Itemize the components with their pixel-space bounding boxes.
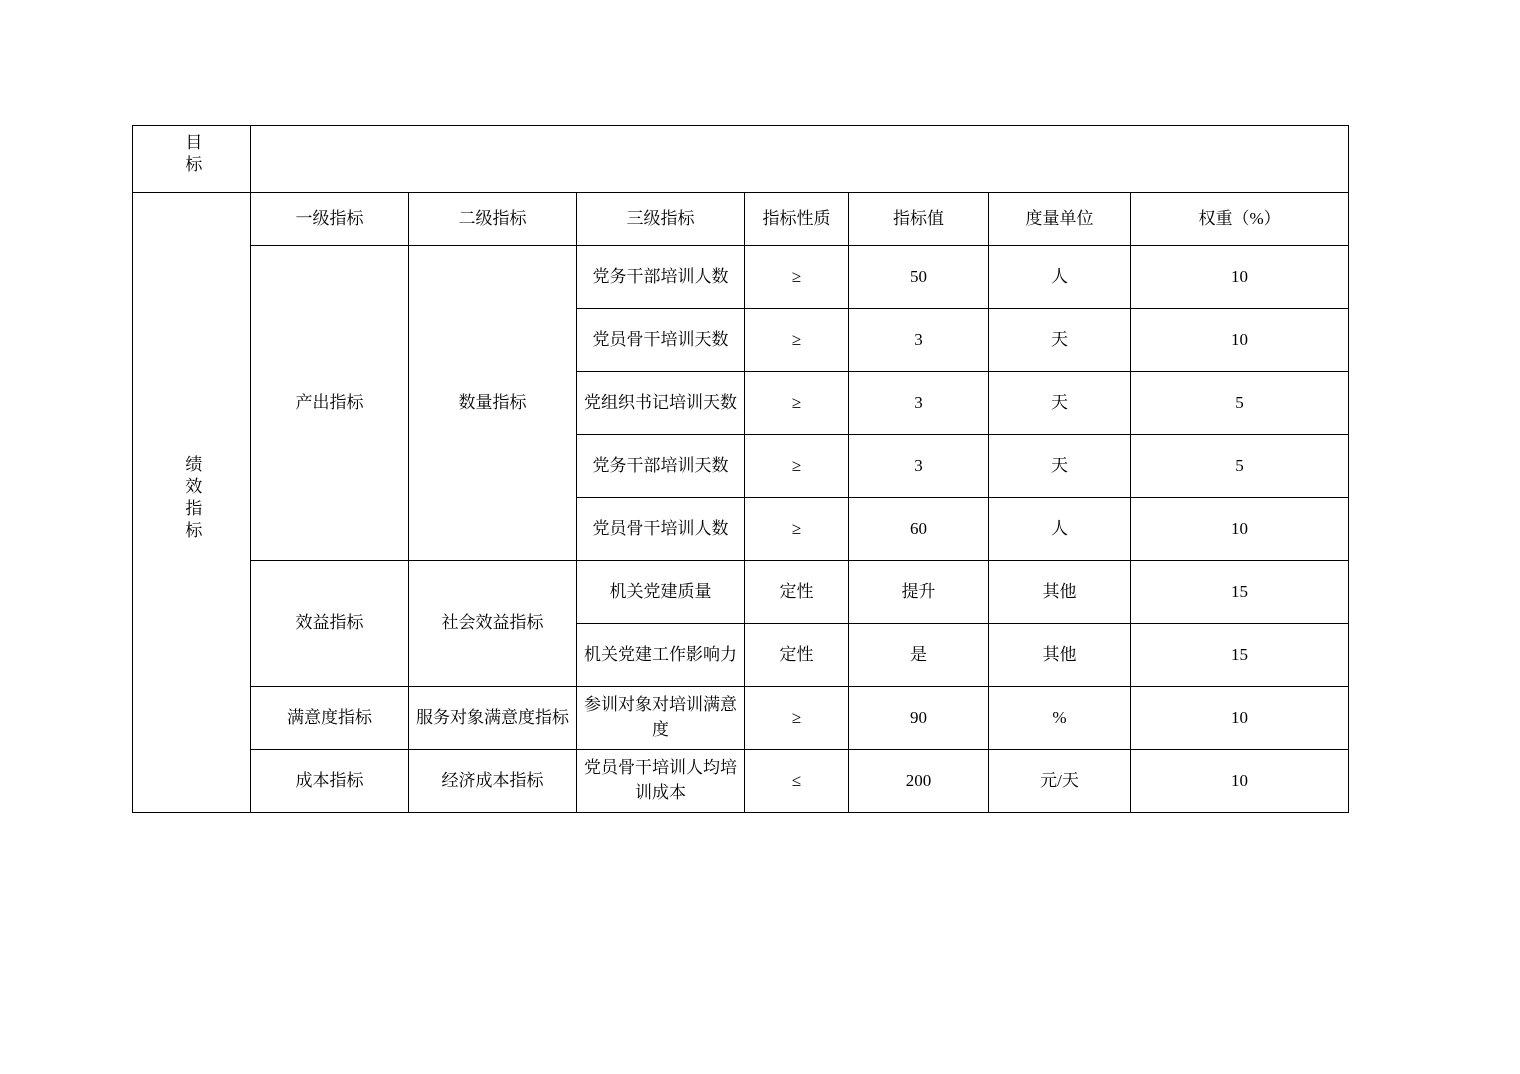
cell-property: 定性 [745,561,849,624]
cell-value: 3 [849,435,989,498]
cell-weight: 15 [1131,624,1349,687]
cell-value: 200 [849,750,989,813]
cell-level3: 党务干部培训天数 [577,435,745,498]
cell-weight: 10 [1131,750,1349,813]
cell-unit: 其他 [989,561,1131,624]
cell-level1: 满意度指标 [251,687,409,750]
side-label-text: 绩效指标 [182,454,202,543]
cell-unit: 天 [989,372,1131,435]
cell-property: ≥ [745,372,849,435]
cell-weight: 10 [1131,687,1349,750]
header-value: 指标值 [849,193,989,246]
cell-unit: 天 [989,435,1131,498]
cell-level2: 服务对象满意度指标 [409,687,577,750]
cell-level2: 数量指标 [409,246,577,561]
cell-level1: 成本指标 [251,750,409,813]
cell-level3: 党员骨干培训天数 [577,309,745,372]
cell-property: 定性 [745,624,849,687]
cell-property: ≥ [745,309,849,372]
cell-level3: 党员骨干培训人数 [577,498,745,561]
cell-value: 3 [849,309,989,372]
cell-level3: 机关党建工作影响力 [577,624,745,687]
cell-property: ≥ [745,246,849,309]
side-label-cell [133,193,251,813]
cell-level2: 社会效益指标 [409,561,577,687]
cell-unit: % [989,687,1131,750]
cell-unit: 元/天 [989,750,1131,813]
table-row [133,687,1349,750]
cell-value: 3 [849,372,989,435]
cell-property: ≥ [745,687,849,750]
cell-weight: 15 [1131,561,1349,624]
cell-level3: 参训对象对培训满意度 [577,687,745,750]
goal-label-cell [133,126,251,193]
goal-label-text: 目标 [182,133,202,178]
header-weight: 权重（%） [1131,193,1349,246]
table-row [133,750,1349,813]
cell-level2: 经济成本指标 [409,750,577,813]
cell-weight: 10 [1131,498,1349,561]
cell-weight: 10 [1131,309,1349,372]
cell-property: ≥ [745,435,849,498]
cell-value: 60 [849,498,989,561]
cell-level3: 党员骨干培训人均培训成本 [577,750,745,813]
header-level3: 三级指标 [577,193,745,246]
table-row-goal [133,126,1349,193]
table-row [133,246,1349,309]
cell-unit: 其他 [989,624,1131,687]
goal-value-cell [251,126,1349,193]
cell-weight: 5 [1131,372,1349,435]
cell-property: ≥ [745,498,849,561]
cell-value: 90 [849,687,989,750]
cell-value: 50 [849,246,989,309]
cell-unit: 人 [989,498,1131,561]
cell-value: 提升 [849,561,989,624]
cell-weight: 5 [1131,435,1349,498]
cell-level3: 机关党建质量 [577,561,745,624]
cell-level1: 产出指标 [251,246,409,561]
cell-level3: 党务干部培训人数 [577,246,745,309]
cell-weight: 10 [1131,246,1349,309]
cell-value: 是 [849,624,989,687]
cell-property: ≤ [745,750,849,813]
header-property: 指标性质 [745,193,849,246]
header-level2: 二级指标 [409,193,577,246]
cell-unit: 天 [989,309,1131,372]
cell-level1: 效益指标 [251,561,409,687]
table-row [133,561,1349,624]
performance-indicator-table [132,125,1349,813]
header-level1: 一级指标 [251,193,409,246]
table-header-row [133,193,1349,246]
cell-unit: 人 [989,246,1131,309]
header-unit: 度量单位 [989,193,1131,246]
cell-level3: 党组织书记培训天数 [577,372,745,435]
